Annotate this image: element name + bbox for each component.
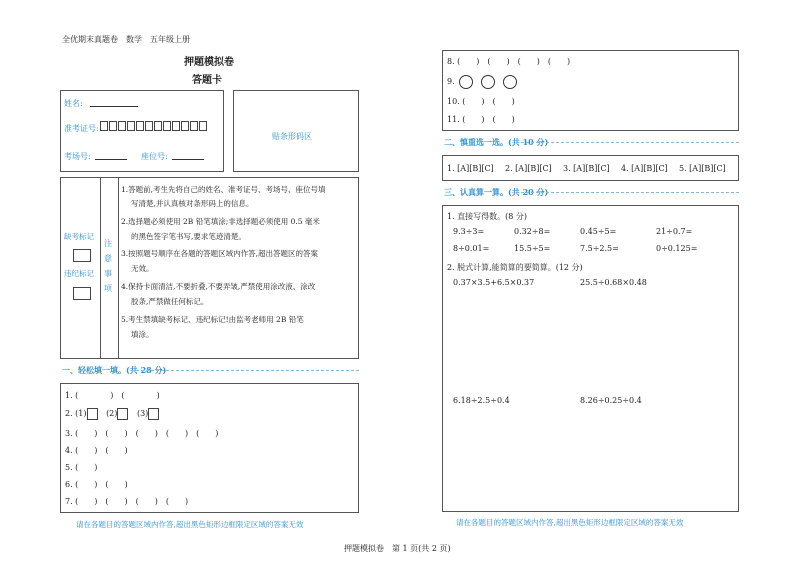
r-row-8: 8. ( ) ( ) ( ) ( ) xyxy=(447,57,571,66)
choice-2[interactable]: 2. [A][B][C] xyxy=(505,164,552,173)
violation-mark[interactable] xyxy=(73,287,91,300)
section1-answer-box[interactable] xyxy=(60,383,359,513)
s1-row-1: 1. ( ) ( ) xyxy=(65,391,160,400)
s1-row2-box2[interactable] xyxy=(117,408,128,420)
student-info-box xyxy=(60,90,224,172)
name-label: 姓名: xyxy=(64,99,83,108)
section3-answer-box[interactable] xyxy=(442,205,739,512)
q1-item-4: 21÷0.7= xyxy=(656,227,693,236)
series-header: 全优期末真题卷 数学 五年级上册 xyxy=(62,35,190,44)
notice-divider-1 xyxy=(100,178,101,358)
name-field[interactable] xyxy=(90,106,138,107)
page-subtitle: 答题卡 xyxy=(192,75,222,86)
notice-line-3: 2.选择题必须使用 2B 铅笔填涂;非选择题必须使用 0.5 毫米 xyxy=(121,217,320,226)
choice-5[interactable]: 5. [A][B][C] xyxy=(679,164,726,173)
section1-rule xyxy=(131,370,359,371)
notice-line-2: 写清楚,并认真核对条形码上的信息。 xyxy=(131,199,254,208)
section2-rule xyxy=(516,142,739,143)
q2-item-2: 25.5÷0.68×0.48 xyxy=(580,278,647,287)
notice-line-9: 5.考生禁填缺考标记、违纪标记!由监考老师用 2B 铅笔 xyxy=(121,315,304,324)
s1-row-2: 2. (1) (2) (3) xyxy=(65,408,159,420)
section1-title: 一、轻松填一填。(共 28 分) xyxy=(62,365,167,375)
choice-1[interactable]: 1. [A][B][C] xyxy=(447,164,494,173)
section2-title: 二、慎重选一选。(共 10 分) xyxy=(444,137,549,147)
page-footer: 押题模拟卷 第 1 页(共 2 页) xyxy=(344,544,451,553)
notice-line-7: 4.保持卡面清洁,不要折叠,不要弄皱,严禁使用涂改液、涂改 xyxy=(121,282,316,291)
q1-item-1: 9.3÷3= xyxy=(453,227,485,236)
room-label: 考场号: xyxy=(64,152,91,161)
s1-row-5: 5. ( ) xyxy=(65,463,98,472)
choice-4[interactable]: 4. [A][B][C] xyxy=(621,164,668,173)
barcode-label: 贴条形码区 xyxy=(272,132,312,141)
violation-label: 违纪标记 xyxy=(64,269,94,278)
q1-item-8: 0÷0.125= xyxy=(656,244,698,253)
page-title: 押题模拟卷 xyxy=(184,57,234,68)
q1-item-5: 8÷0.01= xyxy=(453,244,490,253)
right-top-answer-box[interactable] xyxy=(442,50,739,131)
seat-field[interactable] xyxy=(172,159,204,160)
section3-footer-note: 请在各题目的答题区域内作答,超出黑色矩形边框限定区域的答案无效 xyxy=(456,518,684,527)
q1-item-6: 15.5÷5= xyxy=(514,244,551,253)
q1-item-2: 0.32÷8= xyxy=(514,227,551,236)
r-row-10: 10. ( ) ( ) xyxy=(447,97,515,106)
q1-item-7: 7.5÷2.5= xyxy=(580,244,619,253)
notice-line-1: 1.答题前,考生先将自己的姓名、准考证号、考场号、座位号填 xyxy=(121,185,326,194)
notice-line-5: 3.按照题号顺序在各题的答题区域内作答,超出答题区的答案 xyxy=(121,249,319,258)
compare-circle-2[interactable] xyxy=(481,75,495,89)
choice-3[interactable]: 3. [A][B][C] xyxy=(563,164,610,173)
section3-title: 三、认真算一算。(共 20 分) xyxy=(444,187,549,197)
q1-title: 1. 直接写得数。(8 分) xyxy=(447,212,528,221)
compare-circle-1[interactable] xyxy=(459,75,473,89)
r-row-9: 9. xyxy=(447,75,521,89)
section2-answer-box[interactable] xyxy=(442,155,739,181)
exam-no-label: 准考证号: xyxy=(64,124,99,133)
s1-row-6: 6. ( ) ( ) xyxy=(65,480,128,489)
notice-heading: 注意事项 xyxy=(104,239,112,293)
s1-row-3: 3. ( ) ( ) ( ) ( ) ( ) xyxy=(65,429,219,438)
s1-row2-box1[interactable] xyxy=(87,408,98,420)
seat-label: 座位号: xyxy=(141,152,168,161)
s1-row-7: 7. ( ) ( ) ( ) ( ) xyxy=(65,497,189,506)
notice-line-4: 的黑色签字笔书写,要求笔迹清楚。 xyxy=(131,232,246,241)
r-row-11: 11. ( ) ( ) xyxy=(447,115,515,124)
q2-item-3: 6.18÷2.5÷0.4 xyxy=(453,396,510,405)
exam-no-grid[interactable] xyxy=(99,121,207,131)
s1-row2-box3[interactable] xyxy=(148,408,159,420)
q2-title: 2. 脱式计算,能简算的要简算。(12 分) xyxy=(447,263,583,272)
q2-item-1: 0.37×3.5+6.5×0.37 xyxy=(453,278,535,287)
q1-item-3: 0.45÷5= xyxy=(580,227,617,236)
notice-line-8: 胶条,严禁做任何标记。 xyxy=(131,297,209,306)
compare-circle-3[interactable] xyxy=(503,75,517,89)
missing-exam-mark[interactable] xyxy=(73,249,91,262)
section3-rule xyxy=(516,192,739,193)
notice-divider-2 xyxy=(118,178,119,358)
room-field[interactable] xyxy=(95,159,127,160)
notice-line-6: 无效。 xyxy=(131,264,154,273)
missing-exam-label: 缺考标记 xyxy=(64,232,94,241)
section1-footer-note: 请在各题目的答题区域内作答,超出黑色矩形边框限定区域的答案无效 xyxy=(76,520,304,529)
q2-item-4: 8.26÷0.25÷0.4 xyxy=(580,396,642,405)
barcode-area xyxy=(233,90,359,172)
notice-line-10: 填涂。 xyxy=(131,330,154,339)
s1-row-4: 4. ( ) ( ) xyxy=(65,446,128,455)
